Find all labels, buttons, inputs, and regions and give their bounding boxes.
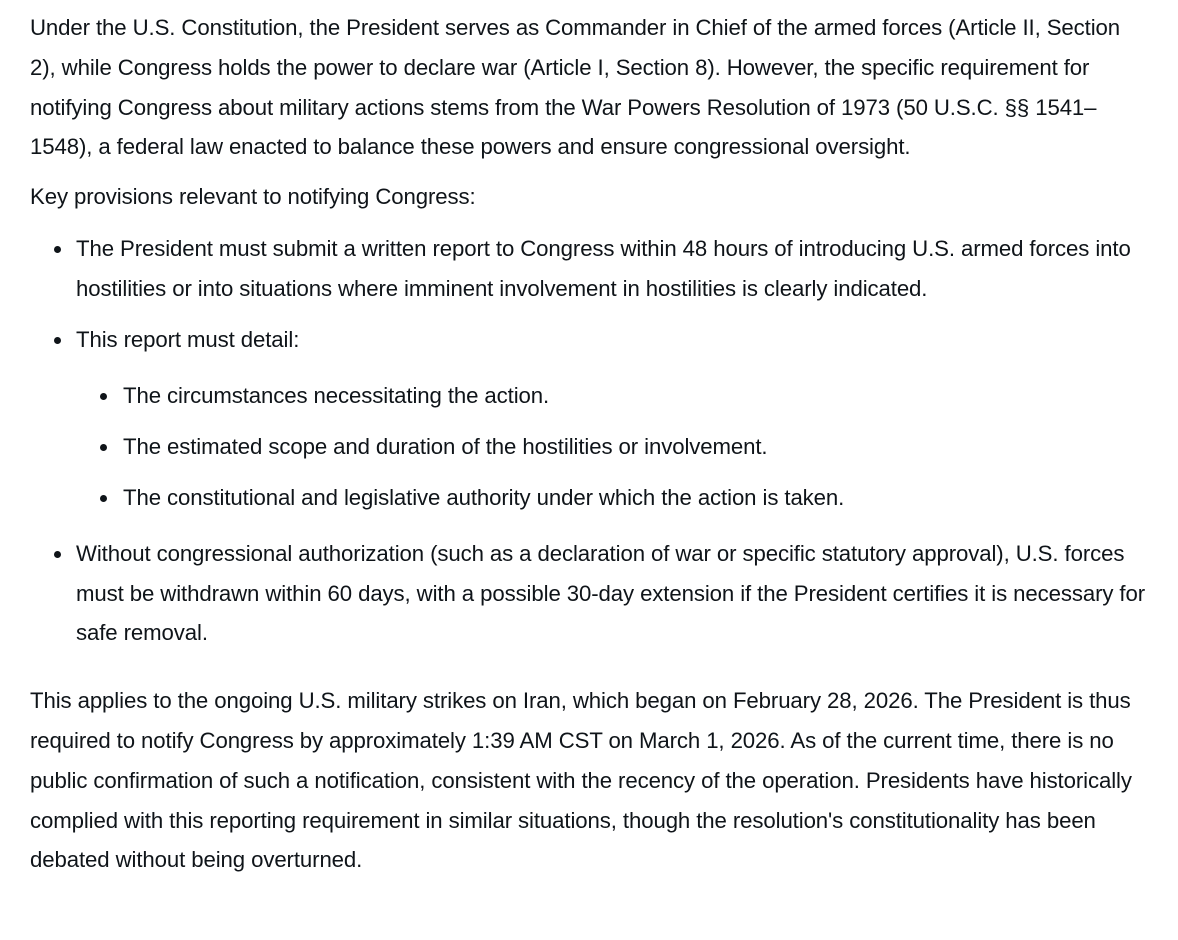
report-details-list [76,376,1148,517]
closing-paragraph: This applies to the ongoing U.S. military strikes on Iran, which began on February 28, 2026. The President is thus required to notify Congress by approximately 1:39 AM CST on March 1, 2026. As of the current time, there is no public confirmation of such a notification, consistent with the recency of the operation. Presidents have historically complied with this reporting requirement in similar situations, though the resolution's constitutionality has been debated without being overturned. [30,688,1132,873]
provisions-heading: Key provisions relevant to notifying Congress: [30,184,476,210]
provisions-list [30,229,1148,653]
sub-list-item: The constitutional and legislative authority under which the action is taken. [76,478,1148,518]
list-item-text: This report must detail: [76,326,300,352]
sub-list-item: The estimated scope and duration of the hostilities or involvement. [76,427,1148,467]
intro-paragraph: Under the U.S. Constitution, the President serves as Commander in Chief of the armed forces (Article II, Section 2), while Congress holds the power to declare war (Article I, Section 8). However, the specific requirement for notifying Congress about military actions stems from the War Powers Resolution of 1973 (50 U.S.C. §§ 1541–1548), a federal law enacted to balance these powers and ensure congressional oversight. [30,15,1121,160]
list-item-text: The President must submit a written report to Congress within 48 hours of introducing U.S. armed forces into hostilities or into situations where imminent involvement in hostilities is clearly indicated. [76,235,1131,301]
list-item [30,229,1148,309]
list-item [30,534,1148,653]
sub-list-item: The circumstances necessitating the action. [76,376,1148,416]
list-item [30,320,1148,518]
list-item-text: Without congressional authorization (such as a declaration of war or specific statutory approval), U.S. forces must be withdrawn within 60 days, with a possible 30-day extension if the President certifies it is necessary for safe removal. [76,540,1146,646]
